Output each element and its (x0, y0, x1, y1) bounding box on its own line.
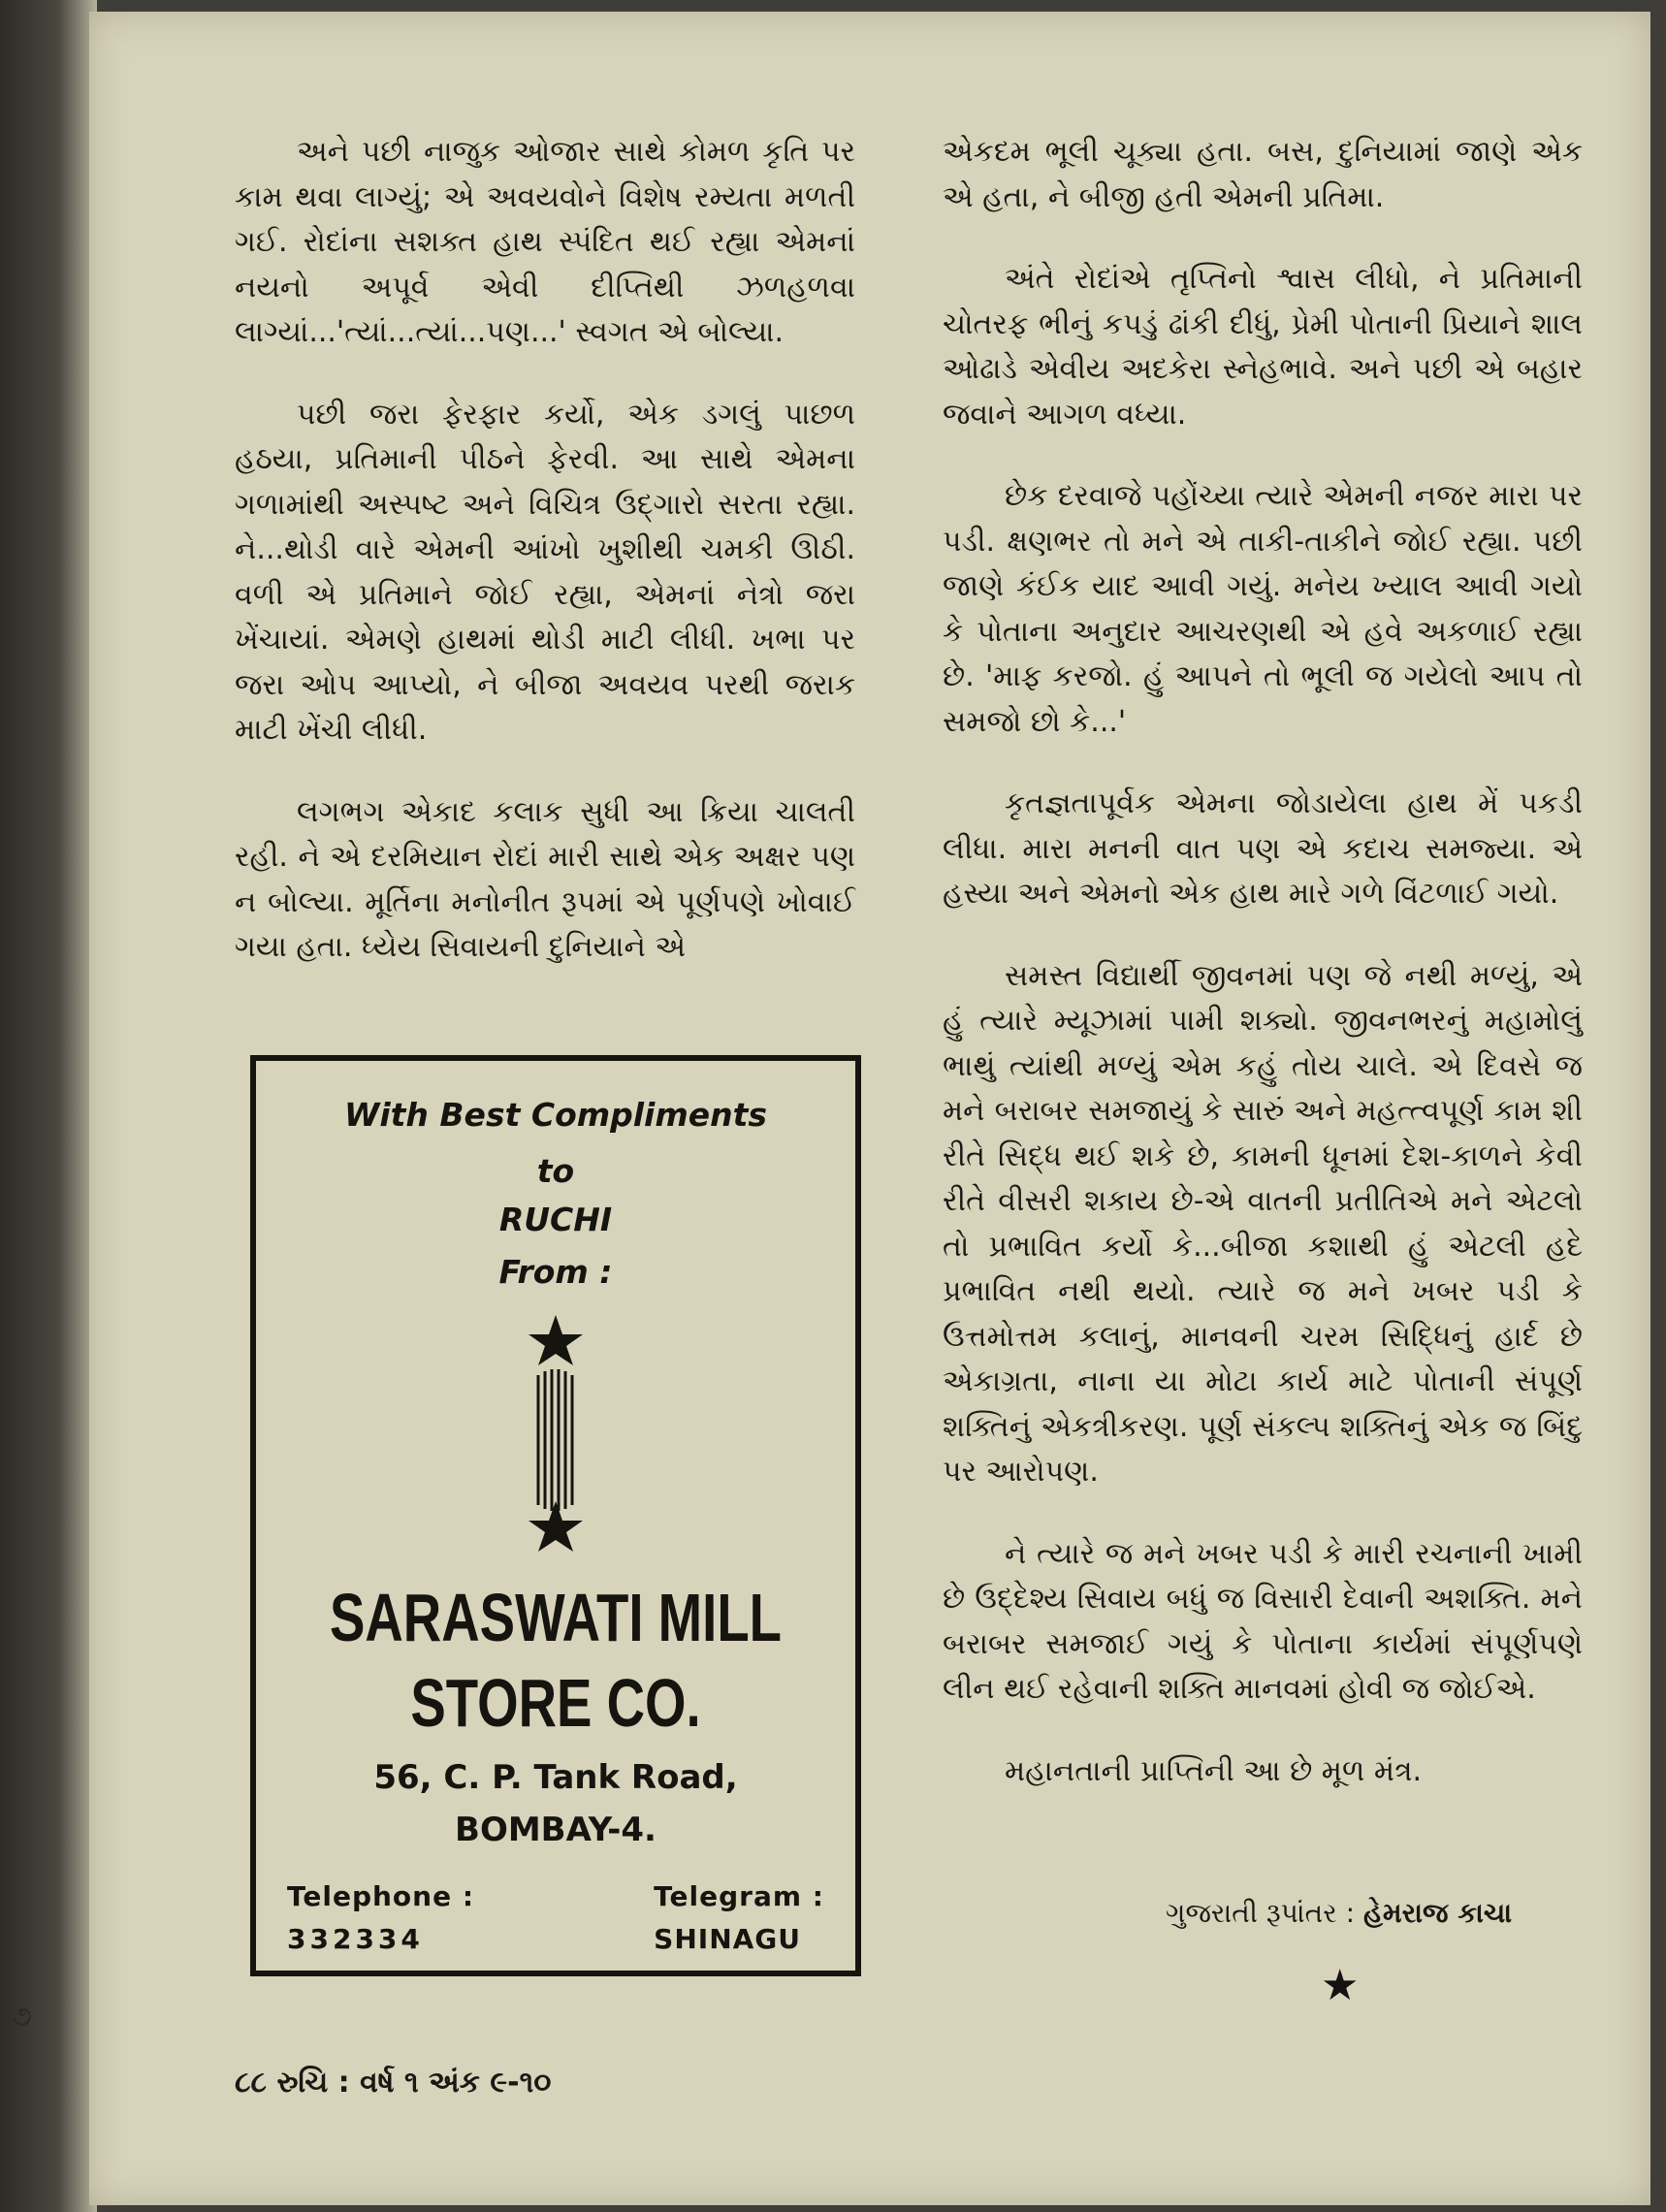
address-line: 56, C. P. Tank Road, (373, 1758, 738, 1797)
article-paragraph: અંતે રોદાંએ તૃપ્તિનો શ્વાસ લીધો, ને પ્રતિમાની ચોતરફ ભીનું કપડું ઢાંકી દીધું, પ્રેમી પોતાની પ્રિયાને શાલ ઓઢાડે એવીય અદકેરા સ્નેહભાવે. અને પછી એ બહાર જવાને આગળ વધ્યા. (943, 262, 1583, 432)
star-stripes-emblem-icon (256, 1311, 855, 1554)
article-paragraph: એકદમ ભૂલી ચૂક્યા હતા. બસ, દુનિયામાં જાણે એક એ હતા, ને બીજી હતી એમની પ્રતિમા. (943, 135, 1583, 214)
ad-address (256, 1751, 855, 1856)
ad-telegram (654, 1875, 824, 1961)
page-footer: ૮૮ રુચિ : વર્ષ ૧ અંક ૯-૧૦ (235, 2066, 552, 2100)
margin-mark: ૭ (12, 2000, 32, 2034)
credit-name: હેમરાજ કાચા (1362, 1897, 1513, 1929)
telephone-value: 332334 (287, 1923, 424, 1955)
end-star-icon: ★ (1321, 1961, 1360, 2010)
address-line: BOMBAY-4. (455, 1811, 657, 1849)
article-paragraph: છેક દરવાજે પહોંચ્યા ત્યારે એમની નજર મારા પર પડી. ક્ષણભર તો મને એ તાકી-તાકીને જોઈ રહ્યા. પછી જાણે કંઈક યાદ આવી ગયું. મનેય ખ્યાલ આવી ગયો કે પોતાના અનુદાર આચરણથી એ હવે અકળાઈ રહ્યા છે. 'માફ કરજો. હું આપને તો ભૂલી જ ગયેલો આપ તો સમજો છો કે...' (943, 479, 1583, 739)
company-line: SARASWATI MILL (329, 1580, 783, 1655)
ad-to: to (536, 1152, 575, 1190)
credit-label: ગુજરાતી રૂપાંતર : (1166, 1897, 1356, 1929)
ad-company-name (322, 1575, 789, 1746)
ad-telephone (287, 1875, 474, 1961)
company-line: STORE CO. (410, 1665, 701, 1741)
article-column-right (943, 130, 1583, 1831)
translator-credit (1166, 1897, 1512, 1930)
ad-greeting: With Best Compliments (343, 1096, 768, 1134)
advertisement-box (250, 1055, 861, 1976)
telephone-label: Telephone : (287, 1880, 475, 1912)
book-spine-shadow (0, 0, 97, 2212)
article-paragraph: ને ત્યારે જ મને ખબર પડી કે મારી રચનાની ખામી છે ઉદ્દેશ્ય સિવાય બધું જ વિસારી દેવાની અશક્તિ. મને બરાબર સમજાઈ ગયું કે પોતાના કાર્યમાં સંપૂર્ણપણે લીન થઈ રહેવાની શક્તિ માનવમાં હોવી જ જોઈએ. (943, 1536, 1583, 1706)
article-paragraph: લગભગ એકાદ કલાક સુધી આ ક્રિયા ચાલતી રહી. ને એ દરમિયાન રોદાં મારી સાથે એક અક્ષર પણ ન બોલ્યા. મૂર્તિના મનોનીત રૂપમાં એ પૂર્ણપણે ખોવાઈ ગયા હતા. ધ્યેય સિવાયની દુનિયાને એ (235, 794, 855, 964)
ad-recipient: RUCHI (498, 1201, 613, 1238)
article-paragraph: સમસ્ત વિદ્યાર્થી જીવનમાં પણ જે નથી મળ્યું, એ હું ત્યારે મ્યૂઝામાં પામી શક્યો. જીવનભરનું મહામોલું ભાથું ત્યાંથી મળ્યું એમ કહું તોય ચાલે. એ દિવસે જ મને બરાબર સમજાયું કે સારું અને મહત્ત્વપૂર્ણ કામ શી રીતે સિદ્ધ થઈ શકે છે, કામની ધૂનમાં દેશ-કાળને કેવી રીતે વીસરી શકાય છે-એ વાતની પ્રતીતિએ મને એટલો તો પ્રભાવિત કર્યો કે...બીજા કશાથી હું એટલી હદે પ્રભાવિત નથી થયો. ત્યારે જ મને ખબર પડી કે ઉત્તમોત્તમ કલાનું, માનવની ચરમ સિદ્ધિનું હાર્દ છે એકાગ્રતા, નાના યા મોટા કાર્ય માટે પોતાની સંપૂર્ણ શક્તિનું એકત્રીકરણ. પૂર્ણ સંકલ્પ શક્તિનું એક જ બિંદુ પર આરોપણ. (943, 958, 1583, 1489)
article-paragraph: કૃતજ્ઞતાપૂર્વક એમના જોડાયેલા હાથ મેં પકડી લીધા. મારા મનની વાત પણ એ કદાચ સમજ્યા. એ હસ્યા અને એમનો એક હાથ મારે ગળે વિંટળાઈ ગયો. (943, 786, 1583, 911)
magazine-page (89, 12, 1650, 2205)
article-paragraph: પછી જરા ફેરફાર કર્યો, એક ડગલું પાછળ હઠયા, પ્રતિમાની પીઠને ફેરવી. આ સાથે એમના ગળામાંથી અસ્પષ્ટ અને વિચિત્ર ઉદ્‌ગારો સરતા રહ્યા. ને...થોડી વારે એમની આંખો ખુશીથી ચમકી ઊઠી. વળી એ પ્રતિમાને જોઈ રહ્યા, એમનાં નેત્રો જરા ખેંચાયાં. એમણે હાથમાં થોડી માટી લીધી. ખભા પર જરા ઓપ આપ્યો, ને બીજા અવયવ પરથી જરાક માટી ખેંચી લીધી. (235, 397, 855, 747)
telegram-value: SHINAGU (654, 1923, 802, 1955)
ad-from: From : (498, 1253, 613, 1291)
article-paragraph: અને પછી નાજુક ઓજાર સાથે કોમળ કૃતિ પર કામ થવા લાગ્યું; એ અવયવોને વિશેષ રમ્યતા મળતી ગઈ. રોદાંના સશક્ત હાથ સ્પંદિત થઈ રહ્યા એમનાં નયનો અપૂર્વ એવી દીપ્તિથી ઝળહળવા લાગ્યાં...'ત્યાં...ત્યાં...પણ...' સ્વગત એ બોલ્યા. (235, 135, 855, 349)
article-column-left (235, 130, 855, 1008)
telegram-label: Telegram : (654, 1880, 824, 1912)
article-paragraph: મહાનતાની પ્રાપ્તિની આ છે મૂળ મંત્ર. (1005, 1753, 1423, 1788)
